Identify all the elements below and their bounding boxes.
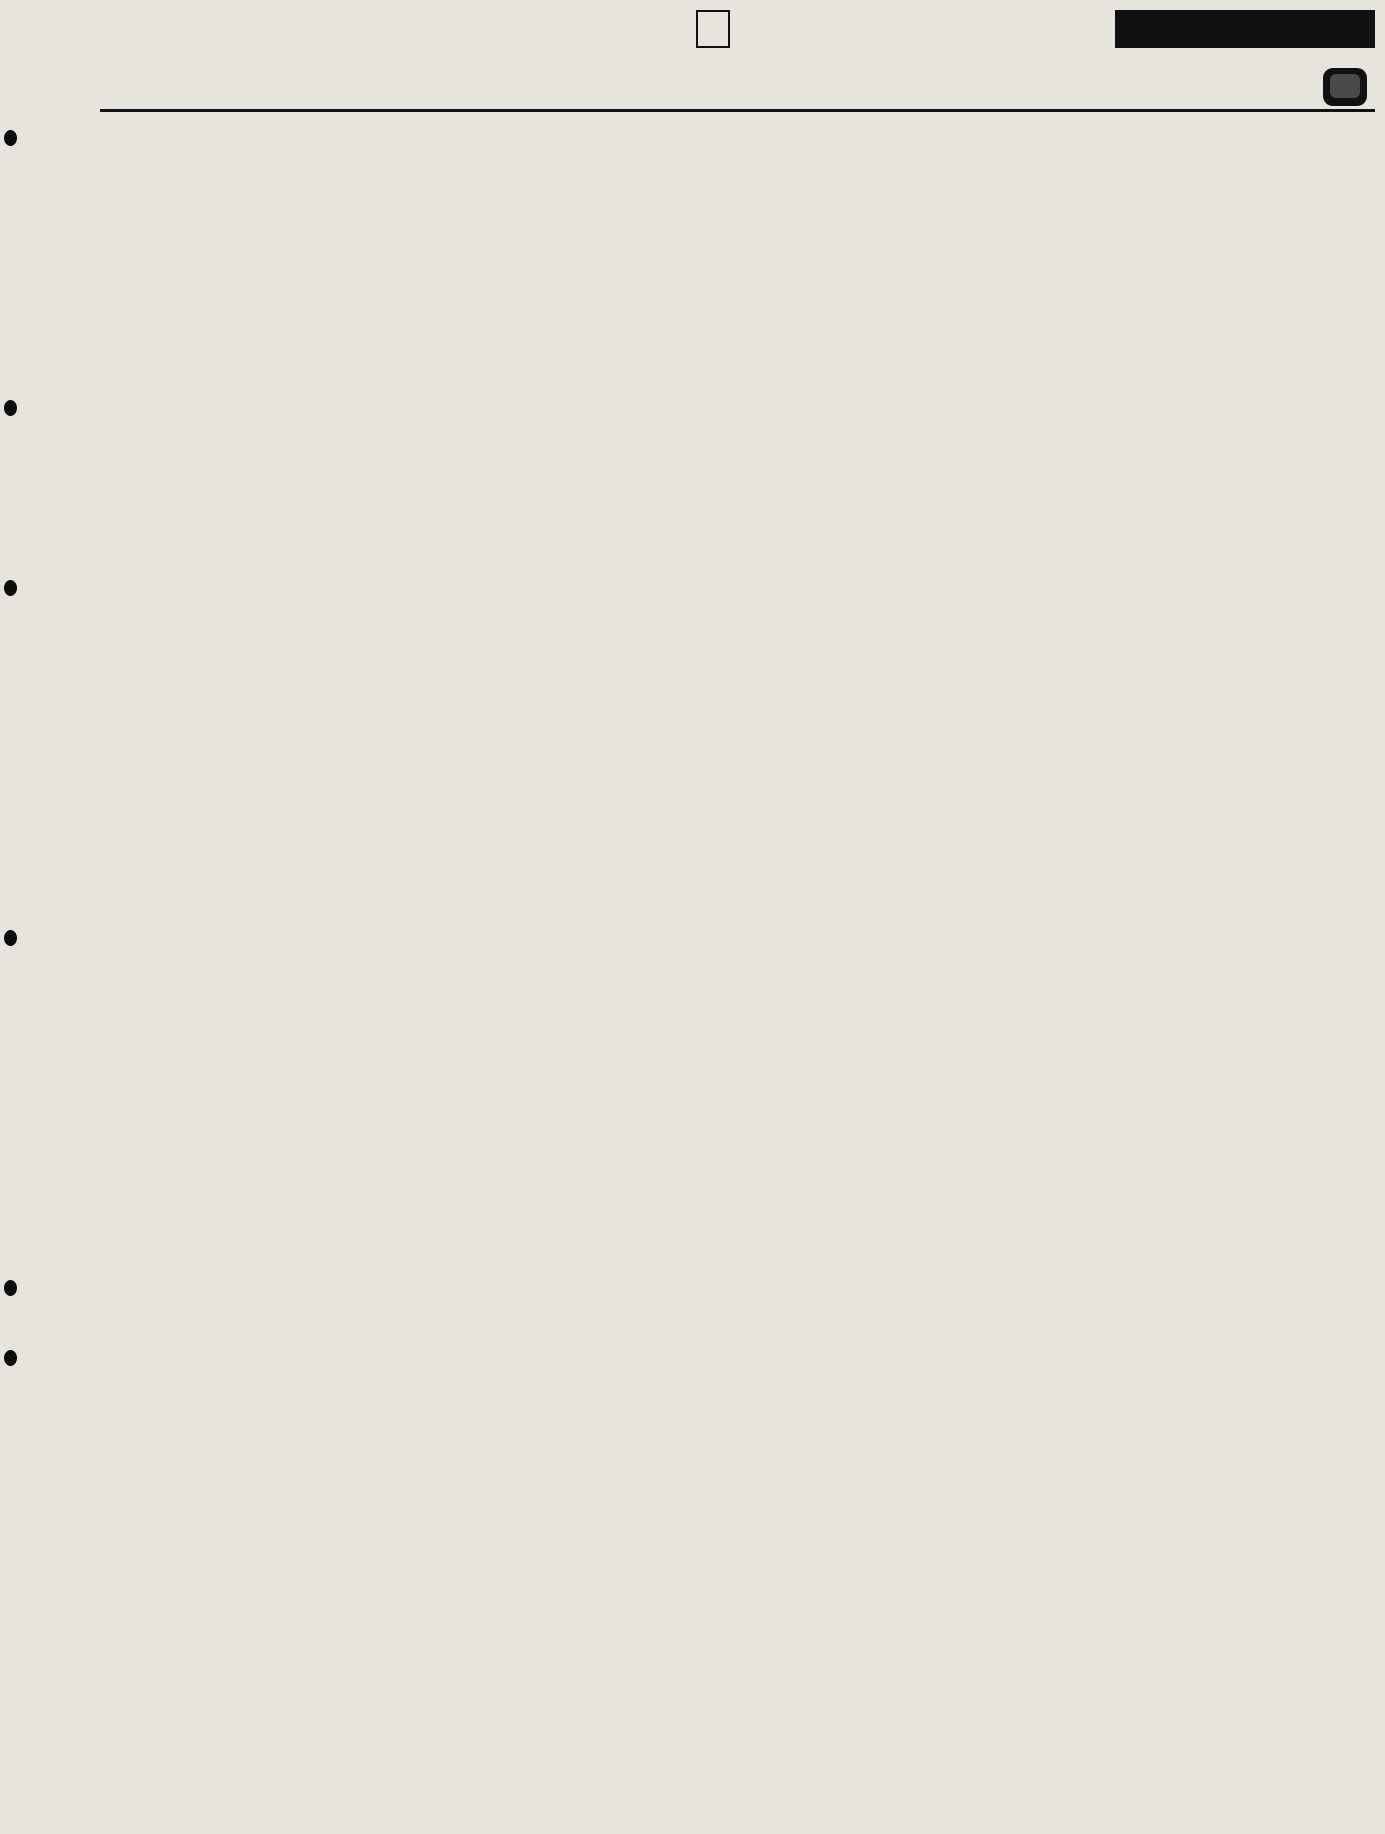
binder-hole: [4, 1280, 17, 1296]
binder-hole: [4, 400, 17, 416]
newspaper-logo: [1115, 10, 1375, 48]
newspaper-page: [100, 10, 1375, 1828]
binder-hole: [4, 1350, 17, 1366]
page-number: [696, 10, 730, 48]
title-bar: [100, 62, 1375, 112]
binder-hole: [4, 130, 17, 146]
binder-hole: [4, 580, 17, 596]
tv-icon: [1323, 68, 1367, 106]
page-header: [100, 10, 1375, 50]
schedule-grid: [100, 118, 1375, 1828]
binder-hole: [4, 930, 17, 946]
